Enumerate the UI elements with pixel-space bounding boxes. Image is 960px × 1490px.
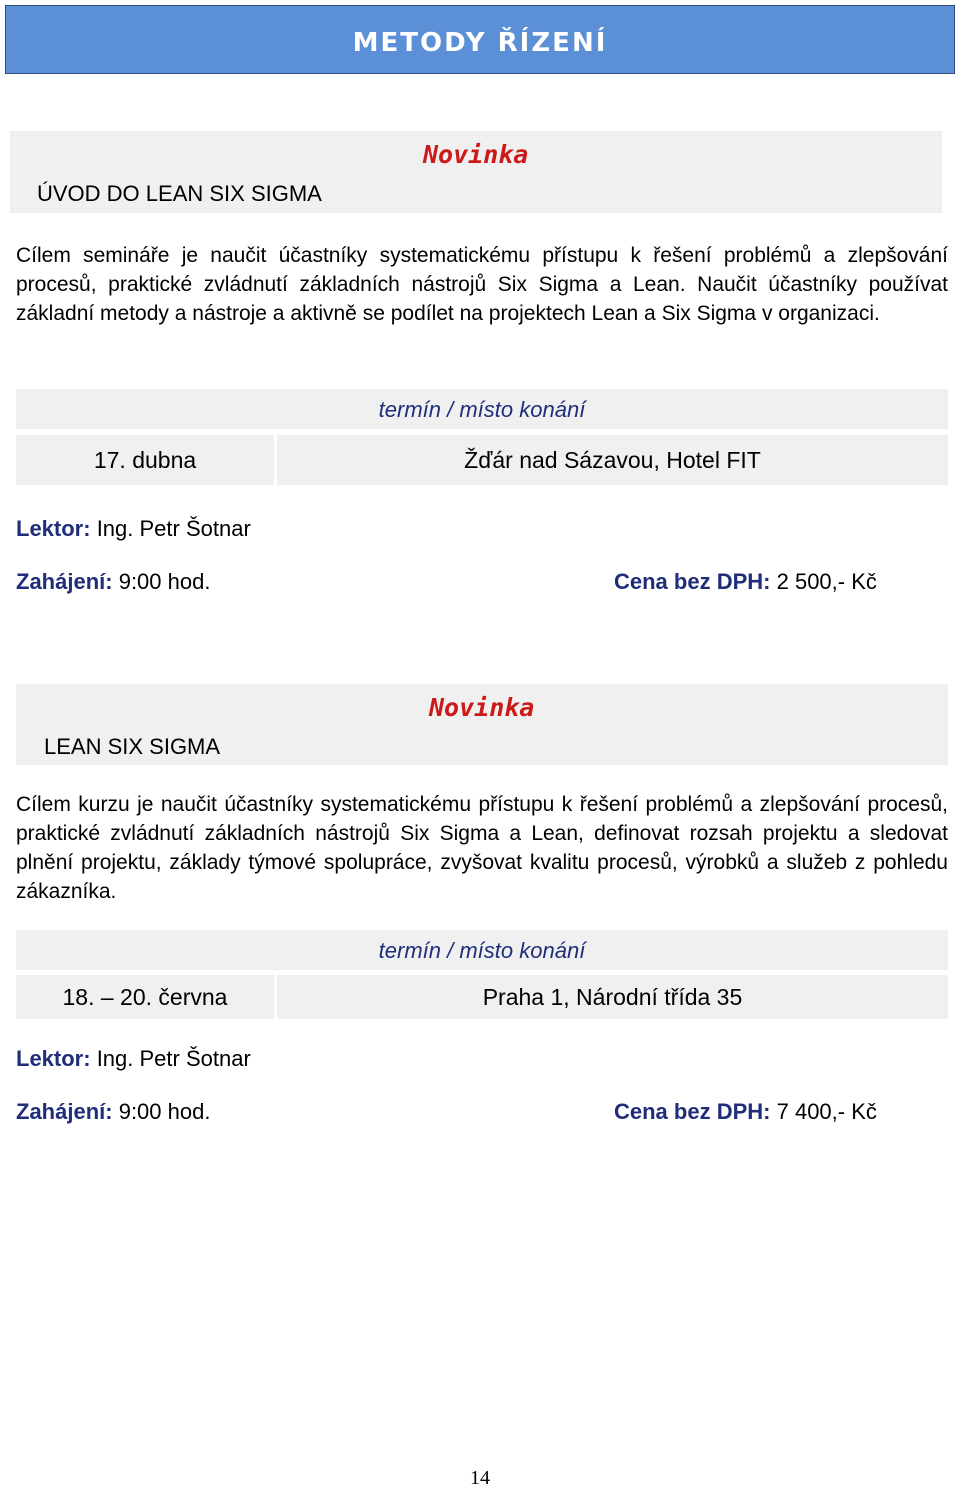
price-label: Cena bez DPH: <box>614 569 771 594</box>
price-line <box>614 569 877 595</box>
venue-row <box>16 435 948 485</box>
course-place: Praha 1, Národní třída 35 <box>482 984 743 1010</box>
course-header <box>10 131 942 213</box>
lecturer-label: Lektor: <box>16 516 91 541</box>
start-line <box>16 569 210 595</box>
start-label: Zahájení: <box>16 1099 113 1124</box>
novinka-badge: Novinka <box>429 693 535 722</box>
lecturer-label: Lektor: <box>16 1046 91 1071</box>
course-header <box>16 684 948 765</box>
venue-header-label: termín / místo konání <box>378 938 586 963</box>
course-title: LEAN SIX SIGMA <box>44 734 221 759</box>
page-number: 14 <box>470 1467 490 1489</box>
course-date: 18. – 20. června <box>62 984 228 1010</box>
venue-header <box>16 389 948 429</box>
start-line <box>16 1099 210 1125</box>
price-value: 7 400,- Kč <box>776 1099 877 1124</box>
start-time: 9:00 hod. <box>118 1099 211 1124</box>
venue-header <box>16 930 948 970</box>
header-banner <box>5 5 955 74</box>
venue-date-cell <box>16 435 274 485</box>
price-label: Cena bez DPH: <box>614 1099 771 1124</box>
lecturer-name: Ing. Petr Šotnar <box>96 516 251 541</box>
course-description: Cílem semináře je naučit účastníky systematickému přístupu k řešení problémů a zlepšování procesů, praktické zvládnutí základních nástrojů Six Sigma a Lean. Naučit účastníky používat základní metody a nástroje a aktivně se podílet na projektech Lean a Six Sigma v organizaci. <box>16 244 948 325</box>
novinka-badge: Novinka <box>423 140 529 169</box>
venue-date-cell <box>16 975 274 1019</box>
venue-place-cell <box>277 975 948 1019</box>
venue-row <box>16 975 948 1019</box>
page-title: METODY ŘÍZENÍ <box>352 28 608 58</box>
start-time: 9:00 hod. <box>118 569 211 594</box>
price-value: 2 500,- Kč <box>776 569 877 594</box>
venue-header-label: termín / místo konání <box>378 397 586 422</box>
course-description: Cílem kurzu je naučit účastníky systematickému přístupu k řešení problémů a zlepšování procesů, praktické zvládnutí základních nástrojů Six Sigma a Lean, definovat rozsah projektu a sledovat plnění projektu, základy týmové spolupráce, zvyšovat kvalitu procesů, výrobků a služeb z pohledu zákazníka. <box>16 793 948 903</box>
course-date: 17. dubna <box>93 447 197 473</box>
course-title: ÚVOD DO LEAN SIX SIGMA <box>37 181 322 206</box>
start-label: Zahájení: <box>16 569 113 594</box>
lecturer-line <box>16 1046 251 1072</box>
lecturer-line <box>16 516 251 542</box>
price-line <box>614 1099 877 1125</box>
lecturer-name: Ing. Petr Šotnar <box>96 1046 251 1071</box>
course-place: Žďár nad Sázavou, Hotel FIT <box>464 447 761 473</box>
venue-place-cell <box>277 435 948 485</box>
